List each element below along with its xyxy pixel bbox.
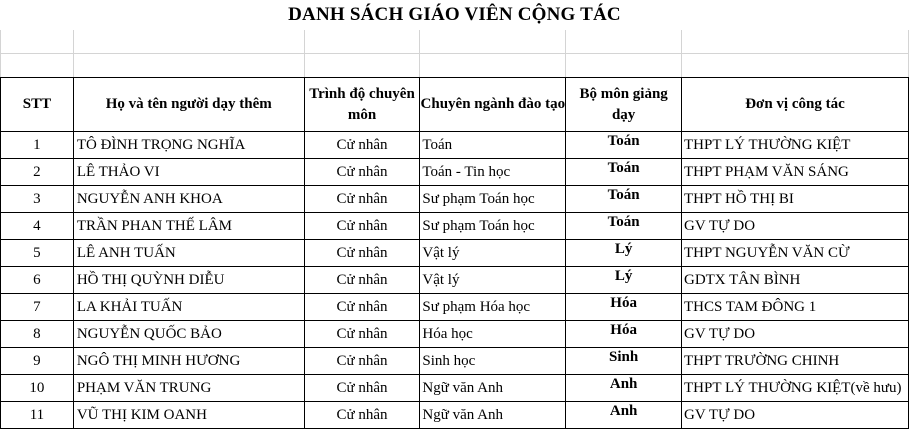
cell-name[interactable]: TRẦN PHAN THẾ LÂM [73,213,304,240]
table-row [1,267,909,294]
cell-subject[interactable]: Toán [566,213,682,240]
cell-degree[interactable]: Cử nhân [304,213,420,240]
table-row [1,132,909,159]
header-major[interactable]: Chuyên ngành đào tạo [420,78,566,132]
cell-name[interactable]: NGUYỄN ANH KHOA [73,186,304,213]
cell-major[interactable]: Vật lý [420,267,566,294]
header-stt[interactable]: STT [1,78,74,132]
cell-subject[interactable]: Toán [566,132,682,159]
table-row [1,240,909,267]
cell-stt[interactable]: 7 [1,294,74,321]
cell-major[interactable]: Toán [420,132,566,159]
cell-major[interactable]: Ngữ văn Anh [420,402,566,429]
empty-cell[interactable] [73,30,304,54]
cell-name[interactable]: VŨ THỊ KIM OANH [73,402,304,429]
empty-cell[interactable] [420,54,566,78]
cell-stt[interactable]: 10 [1,375,74,402]
sheet-title: DANH SÁCH GIÁO VIÊN CỘNG TÁC [1,1,909,30]
cell-name[interactable]: LA KHẢI TUẤN [73,294,304,321]
empty-cell[interactable] [304,30,420,54]
cell-subject[interactable]: Hóa [566,321,682,348]
table-row [1,213,909,240]
header-subject[interactable]: Bộ môn giảng dạy [566,78,682,132]
header-degree[interactable]: Trình độ chuyên môn [304,78,420,132]
cell-unit[interactable]: THPT NGUYỄN VĂN CỪ [681,240,908,267]
table-row [1,186,909,213]
empty-cell[interactable] [73,54,304,78]
header-name[interactable]: Họ và tên người dạy thêm [73,78,304,132]
cell-unit[interactable]: THPT LÝ THƯỜNG KIỆT [681,132,908,159]
cell-name[interactable]: NGUYỄN QUỐC BẢO [73,321,304,348]
cell-name[interactable]: TÔ ĐÌNH TRỌNG NGHĨA [73,132,304,159]
cell-name[interactable]: NGÔ THỊ MINH HƯƠNG [73,348,304,375]
cell-unit[interactable]: GV TỰ DO [681,402,908,429]
cell-unit[interactable]: GDTX TÂN BÌNH [681,267,908,294]
cell-name[interactable]: HỒ THỊ QUỲNH DIỄU [73,267,304,294]
cell-degree[interactable]: Cử nhân [304,267,420,294]
cell-name[interactable]: LÊ THẢO VI [73,159,304,186]
cell-stt[interactable]: 5 [1,240,74,267]
cell-degree[interactable]: Cử nhân [304,159,420,186]
cell-unit[interactable]: THPT LÝ THƯỜNG KIỆT(về hưu) [681,375,908,402]
cell-major[interactable]: Sư phạm Hóa học [420,294,566,321]
header-unit[interactable]: Đơn vị công tác [681,78,908,132]
cell-subject[interactable]: Toán [566,186,682,213]
cell-subject[interactable]: Toán [566,159,682,186]
cell-major[interactable]: Sư phạm Toán học [420,213,566,240]
cell-degree[interactable]: Cử nhân [304,240,420,267]
empty-cell[interactable] [304,54,420,78]
cell-unit[interactable]: GV TỰ DO [681,321,908,348]
cell-stt[interactable]: 9 [1,348,74,375]
empty-cell[interactable] [566,30,682,54]
cell-stt[interactable]: 2 [1,159,74,186]
cell-stt[interactable]: 3 [1,186,74,213]
cell-stt[interactable]: 4 [1,213,74,240]
empty-cell[interactable] [1,30,74,54]
cell-subject[interactable]: Anh [566,375,682,402]
cell-subject[interactable]: Lý [566,240,682,267]
cell-stt[interactable]: 1 [1,132,74,159]
cell-unit[interactable]: THCS TAM ĐÔNG 1 [681,294,908,321]
cell-stt[interactable]: 11 [1,402,74,429]
empty-cell[interactable] [566,54,682,78]
cell-degree[interactable]: Cử nhân [304,348,420,375]
cell-name[interactable]: PHẠM VĂN TRUNG [73,375,304,402]
cell-degree[interactable]: Cử nhân [304,294,420,321]
cell-major[interactable]: Hóa học [420,321,566,348]
cell-major[interactable]: Sư phạm Toán học [420,186,566,213]
cell-unit[interactable]: GV TỰ DO [681,213,908,240]
cell-degree[interactable]: Cử nhân [304,402,420,429]
table-row [1,321,909,348]
empty-cell[interactable] [681,54,908,78]
cell-unit[interactable]: THPT HỒ THỊ BI [681,186,908,213]
cell-degree[interactable]: Cử nhân [304,186,420,213]
table-row [1,294,909,321]
cell-unit[interactable]: THPT PHẠM VĂN SÁNG [681,159,908,186]
cell-major[interactable]: Sinh học [420,348,566,375]
empty-cell[interactable] [1,54,74,78]
cell-stt[interactable]: 6 [1,267,74,294]
empty-cell[interactable] [681,30,908,54]
header-row [1,78,909,132]
cell-degree[interactable]: Cử nhân [304,132,420,159]
cell-major[interactable]: Toán - Tin học [420,159,566,186]
cell-subject[interactable]: Lý [566,267,682,294]
cell-subject[interactable]: Sinh [566,348,682,375]
cell-degree[interactable]: Cử nhân [304,375,420,402]
table-row [1,159,909,186]
cell-name[interactable]: LÊ ANH TUẤN [73,240,304,267]
cell-major[interactable]: Vật lý [420,240,566,267]
cell-degree[interactable]: Cử nhân [304,321,420,348]
cell-unit[interactable]: THPT TRƯỜNG CHINH [681,348,908,375]
cell-subject[interactable]: Anh [566,402,682,429]
table-row [1,375,909,402]
cell-subject[interactable]: Hóa [566,294,682,321]
table-row [1,402,909,429]
table-row [1,348,909,375]
empty-cell[interactable] [420,30,566,54]
cell-major[interactable]: Ngữ văn Anh [420,375,566,402]
cell-stt[interactable]: 8 [1,321,74,348]
